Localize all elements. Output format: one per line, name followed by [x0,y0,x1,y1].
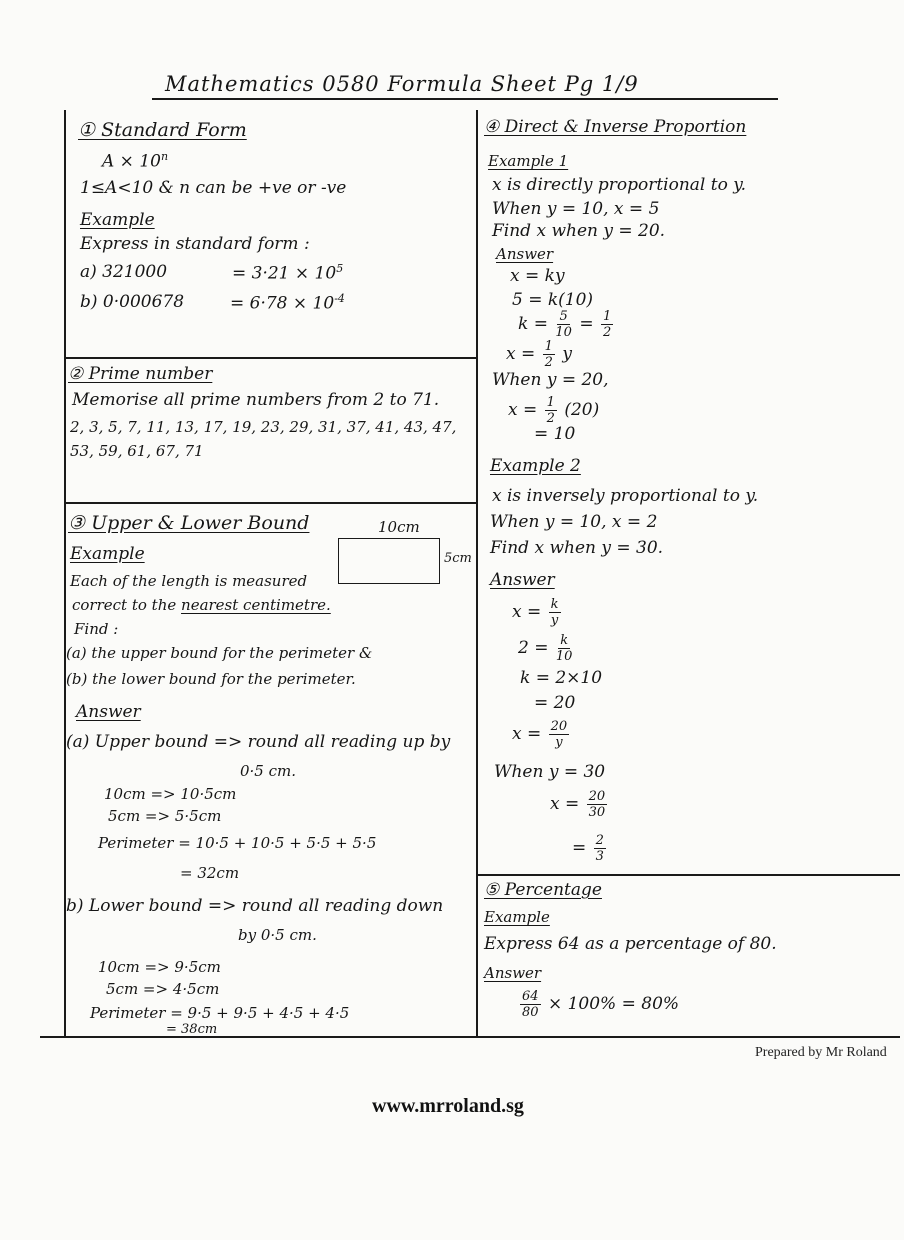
k-eq: k = [518,314,548,334]
x-eq: x = [508,400,538,420]
fraction [556,634,573,663]
question-line-2a: correct to the [72,596,177,614]
paren-value: (20) [564,400,600,420]
answer-1-label: Answer [496,245,554,263]
example-2-line-2: When y = 10, x = 2 [490,512,658,532]
answer-1-line-2: 5 = k(10) [512,290,594,310]
answer-label: Answer [484,964,542,982]
answer-1-line-7: = 10 [534,424,576,444]
formula-base: A × 10 [102,151,161,172]
answer-a-line-5: Perimeter = 10·5 + 10·5 + 5·5 + 5·5 [98,834,377,852]
prime-line-2: 2, 3, 5, 7, 11, 13, 17, 19, 23, 29, 31, 37, 41, 43, 47, [70,418,457,436]
x-eq: x = [512,602,542,622]
numerator: 2 [595,833,604,848]
answer-b-line-3: 10cm => 9·5cm [98,958,221,976]
answer-2-line-2 [518,634,574,663]
formula-exponent: n [160,150,169,163]
answer-line [518,990,679,1019]
denominator: 10 [555,325,572,340]
answer-2-line-3: k = 2×10 [520,668,603,688]
question-line-2b: nearest centimetre. [181,596,331,614]
answer-1-line-3 [518,310,615,339]
section-heading: ④ Direct & Inverse Proportion [484,117,747,137]
numerator: 5 [559,309,568,324]
answer-2-label: Answer [490,570,555,590]
result: × 100% = 80% [547,994,680,1014]
x-eq: x = [550,794,580,814]
condition: 1≤A<10 & n can be +ve or -ve [80,178,347,198]
prime-line-3: 53, 59, 61, 67, 71 [70,442,204,460]
example-2-line-1: x is inversely proportional to y. [492,486,759,506]
example-1-line-1: x is directly proportional to y. [492,175,746,195]
section-heading: ⑤ Percentage [484,880,602,900]
divider-s2-s3 [64,502,477,504]
answer-label: Answer [76,702,141,722]
rect-height-label: 5cm [444,551,472,566]
section-heading: ② Prime number [68,364,213,384]
x-eq: x = [512,724,542,744]
example-b-lhs: b) 0·000678 [80,292,185,312]
answer-a-line-4: 5cm => 5·5cm [108,807,222,825]
answer-1-line-1: x = ky [510,266,565,286]
example-2-line-3: Find x when y = 30. [490,538,664,558]
center-divider [476,110,478,1036]
numerator: 1 [602,309,612,324]
fraction [601,310,613,339]
formula [102,150,168,172]
two-eq: 2 = [518,638,549,658]
question-line-1: Each of the length is measured [70,572,308,590]
numerator: k [550,597,559,612]
denominator: 80 [522,1005,539,1020]
example-1-line-3: Find x when y = 20. [492,221,666,241]
y-var: y [562,344,572,364]
denominator: 30 [588,805,606,820]
fraction [594,834,606,863]
answer-2-line-7 [550,790,609,819]
answer-b-line-1: b) Lower bound => round all reading down [66,896,444,916]
denominator: 2 [602,325,612,340]
header-rule [152,98,778,100]
answer-b-line-6: = 38cm [166,1022,218,1037]
denominator: 2 [546,411,555,426]
section-heading: ① Standard Form [78,119,247,141]
denominator: 3 [595,849,604,864]
answer-a-line-1: (a) Upper bound => round all reading up by [66,732,451,752]
answer-2-line-6: When y = 30 [494,762,606,782]
answer-b-line-4: 5cm => 4·5cm [106,980,220,998]
fraction [549,720,570,749]
page-title: Mathematics 0580 Formula Sheet Pg 1/9 [165,72,639,96]
example-1-line-2: When y = 10, x = 5 [492,199,660,219]
answer-b-line-5: Perimeter = 9·5 + 9·5 + 4·5 + 4·5 [90,1004,350,1022]
prompt: Express in standard form : [80,234,310,254]
b-rhs-text: = 6·78 × 10 [230,293,335,314]
question-b: (b) the lower bound for the perimeter. [66,670,356,688]
equals: = [579,314,594,334]
section-heading: ③ Upper & Lower Bound [68,512,310,534]
divider-s1-s2 [64,357,477,359]
denominator: y [555,735,563,750]
question-a: (a) the upper bound for the perimeter & [66,644,373,662]
example-label: Example [484,908,550,926]
equals: = [572,838,587,858]
denominator: 10 [555,649,573,664]
answer-1-line-4 [506,340,572,369]
find-label: Find : [74,620,119,638]
fraction [587,790,608,819]
x-eq: x = [506,344,536,364]
fraction [520,990,541,1019]
rect-width-label: 10cm [378,518,420,536]
b-rhs-exp: -4 [334,292,345,305]
a-rhs-text: = 3·21 × 10 [232,263,337,284]
numerator: 1 [544,339,553,354]
prepared-by: Prepared by Mr Roland [755,1045,887,1060]
answer-a-line-3: 10cm => 10·5cm [104,785,237,803]
answer-b-line-2: by 0·5 cm. [238,926,317,944]
answer-2-line-4: = 20 [534,693,576,713]
answer-1-line-5: When y = 20, [492,370,609,390]
rectangle-diagram [338,538,440,584]
prime-line-1: Memorise all prime numbers from 2 to 71. [72,390,440,410]
example-label: Example [80,210,155,230]
a-rhs-exp: 5 [336,262,344,275]
numerator: 20 [550,719,568,734]
answer-2-line-8 [572,834,608,863]
website-link[interactable]: www.mrroland.sg [372,1095,524,1117]
numerator: 64 [522,989,539,1004]
numerator: 20 [588,789,606,804]
answer-2-line-5 [512,720,571,749]
denominator: 2 [544,355,553,370]
example-a-rhs [232,262,343,284]
numerator: k [560,633,569,648]
fraction [543,340,555,369]
example-b-rhs [230,292,345,314]
example-1-label: Example 1 [488,152,569,170]
divider-s4-s5 [476,874,900,876]
answer-1-line-6 [508,396,599,425]
numerator: 1 [546,395,555,410]
example-label: Example [70,544,145,564]
fraction [549,598,561,627]
answer-2-line-1 [512,598,563,627]
prompt: Express 64 as a percentage of 80. [484,934,777,954]
example-a-lhs: a) 321000 [80,262,168,282]
answer-a-line-2: 0·5 cm. [240,762,297,780]
question-line-2 [72,596,331,614]
denominator: y [550,613,559,628]
example-2-label: Example 2 [490,456,581,476]
fraction [555,310,572,339]
answer-a-line-6: = 32cm [180,864,240,882]
fraction [545,396,557,425]
